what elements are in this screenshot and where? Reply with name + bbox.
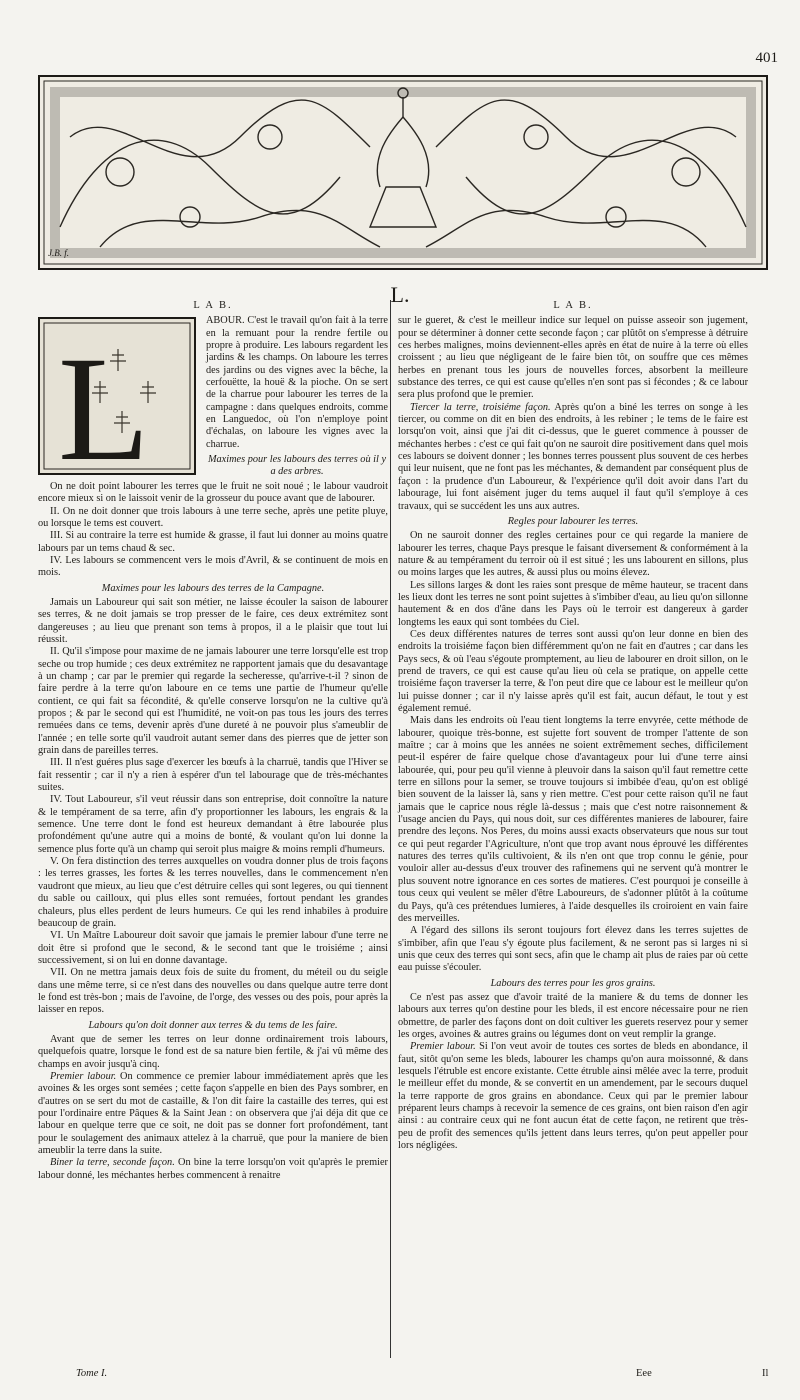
paragraph: Jamais un Laboureur qui sait son métier, ne laisse écouler la saison de labourer ses terres, & ne doit jamais se trop presser de le faire, ces deux extrémitez sont dangereuses ; au lieu que prenant son tems à propos, il a le plaisir que tout lui réussit. <box>38 596 388 645</box>
paragraph: Les sillons larges & dont les raies sont presque de même hauteur, se tracent dans les lieux dont les terres ne sont point sujettes à s'imbiber d'eau, au lieu qu'on sillonne hautement & en dos d'âne dans les Pays où le terroir est dangereux à garder longtems les eaux qui sont tombées du Ciel. <box>398 579 748 628</box>
dropcap-letter: L <box>58 326 150 474</box>
paragraph-text: On commence ce premier labour immédiatement après que les avoines & les orges sont semées ; cette façon s'appelle en bien des Pays sombrer, en d'autres on se sert du mot de castaille, & l'on dit faire la castaille des terres, qui est pour l'ordinaire entre Pâques & la Saint Jean : on observera que j'ai déja dit que ce labour en quelque terre que ce soit, ne doit pas se donner fort profondément, tant pour le soulagement des animaux attelez à la charruë, que pour la maniere de bien ameublir la terre dans la suite. <box>38 1070 388 1157</box>
engraver-signature: J.B. f. <box>48 248 69 258</box>
paragraph: IV. Tout Laboureur, s'il veut réussir dans son entreprise, doit connoître la nature & le tempérament de sa terre, afin d'y proportionner les labours, les engrais & la semence. Une terre dont le fond est heureux demandant à être labourée plus profondément qu'une autre qui a moins de bonté, & voulant qu'on lui donne la semence plus forte qu'à un champ qui seroit plus maigre & moins rempli d'humeurs. <box>38 794 388 855</box>
right-column <box>398 300 748 1152</box>
subheading: Labours qu'on doit donner aux terres & du tems de les faire. <box>88 1019 338 1031</box>
paragraph <box>398 402 748 513</box>
paragraph: IV. Les labours se commencent vers le mois d'Avril, & se continuent de mois en mois. <box>38 554 388 579</box>
decorated-initial-letter <box>38 317 196 475</box>
paragraph <box>398 1041 748 1152</box>
paragraph: On ne doit point labourer les terres que le fruit ne soit noué ; le labour vaudroit encore mieux si on le laissoit venir de la grosseur du pouce avant que de labourer. <box>38 480 388 505</box>
subheading: Labours des terres pour les gros grains. <box>490 977 656 989</box>
paragraph: III. Il n'est guéres plus sage d'exercer les bœufs à la charruë, tandis que l'Hiver se fait ressentir ; car il n'y a rien à espérer d'un tel labourage que de très-méchantes suites. <box>38 757 388 794</box>
paragraph: VII. On ne mettra jamais deux fois de suite du froment, du méteil ou du seigle dans une même terre, si ce n'est dans des nouvelles ou dans quelque autre terre dont le fond est très-bon ; mais de l'avoine, de l'orge, des vesses ou des pois, pour après la laisser en repos. <box>38 967 388 1016</box>
paragraph: III. Si au contraire la terre est humide & grasse, il faut lui donner au moins quatre labours par un tems chaud & sec. <box>38 530 388 554</box>
floral-ornament-illustration <box>40 77 766 268</box>
paragraph: Mais dans les endroits où l'eau tient longtems la terre envyrée, cette méthode de labourer, quoique très-bonne, est sujette fort souvent de tromper l'attente de son maître ; car à moins que les années ne soient extrêmement seches, difficilement peut-il espérer de faire quelque chose d'avantageux pour lui d'une terre ainsi labourée, qui, pour peu qu'il vienne à pleuvoir dans la saison qu'il faut remettre cette terre en sillons pour la semer, se trouve toujours si imbibée d'eau, qu'on est obligé bien souvent de la laisser là, sans y rien mettre. C'est pour cette raison qu'il ne faut jamais que le caprice nous régle là-dessus ; mais que c'est notre raisonnement & l'usage ancien du Pays, qui nous doit, sur ces différentes manieres de labourer, faire prendre des leçons. Nos Peres, du moins aussi exacts observateurs que nous sur tout ce qui peut regarder l'Agriculture, n'ont que trop avant nous éprouvé les différentes natures des terres qu'ils cultivoient, & ils n'en ont que trop connu le génie, pour vouloir aller au-dessus d'eux trouver des rafinemens qui ne servent qu'à montrer le plus souvent notre ignorance en ces sortes de matieres. C'est pourquoi je conseille à tous ceux qui veulent se mêler d'être Laboureurs, de s'adonner plûtôt à la coûtume du Pays, qu'à ces prétendues lumieres, à l'aide desquelles ils croiroient en vain faire des merveilles. <box>398 715 748 924</box>
running-header-left: L A B. <box>193 300 233 311</box>
subheading: Maximes pour les labours des terres de la Campagne. <box>101 582 325 594</box>
column-divider <box>390 300 391 1358</box>
subheading: Regles pour labourer les terres. <box>507 515 639 527</box>
run-in-heading: Biner la terre, seconde façon. <box>50 1157 175 1169</box>
catchword: Il <box>762 1368 769 1379</box>
section-letter: L. <box>390 282 410 307</box>
run-in-heading: Premier labour. <box>50 1070 117 1082</box>
paragraph: Ces deux différentes natures de terres sont aussi qu'on leur donne en bien des endroits la troisiéme façon bien différemment qu'on ne fait en d'autres ; car dans les Pays secs, & où l'eau s'égoute promptement, au lieu de labourer en droit sillon, on le prend de travers, ce qui est cause qu'au lieu où cela se pratique, on appelle cette troisiéme façon traverser la terre, & l'on peut dire que ce labour est le meilleur qu'on lui puisse donner ; car il n'y laisse après qu'il est fait, aucun défaut, le tout y est également remué. <box>398 628 748 714</box>
paragraph: sur le gueret, & c'est le meilleur indice sur lequel on puisse asseoir son jugement, pour se déterminer à donner cette seconde façon ; car plûtôt on s'empresse à détruire ces herbes malignes, moins deviennent-elles après en état de nuire à la terre où elles croissent ; au lieu que négligeant de le faire bien tôt, on souffre que ces mêmes herbes en prenant tous les jours de nouvelles forces, absorbent la meilleure substance des terres, ce qui est cause qu'elles n'en sont pas si fécondes ; & ce labour sera plus profond que le premier. <box>398 315 748 401</box>
paragraph: V. On fera distinction des terres auxquelles on voudra donner plus de trois façons : les terres grasses, les fortes & les terres nouvelles, dans le commencement n'en vaudront que mieux, au lieu que c'est détruire celles qui sont legeres, ou qui tiennent du sable ou cailloux, qui plus elles sont remuées, fortout pendant les grandes chaleurs, plus elles perdent de leurs humeurs. Ce qui les rend inhabiles à produire beaucoup de grain. <box>38 856 388 929</box>
paragraph <box>38 1157 388 1182</box>
paragraph: II. On ne doit donner que trois labours à une terre seche, après une petite pluye, ou lorsque le tems est couvert. <box>38 505 388 529</box>
ornamental-header-banner <box>38 75 768 270</box>
paragraph: VI. Un Maître Laboureur doit savoir que jamais le premier labour d'une terre ne doit être si profond que le second, & le second tant que le troisiéme ; ainsi successivement, si on lui en donne davantage. <box>38 930 388 966</box>
paragraph: II. Qu'il s'impose pour maxime de ne jamais labourer une terre lorsqu'elle est trop seche ou trop humide ; ces deux extrémitez ne rapportent jamais que du desavantage à un champ ; car par le premier qui regarde la secheresse, qu'arrive-t-il ? sinon de faire perdre à la terre qu'on laboure en ce tems une partie de l'humeur qu'elle contient, ce qui fait sa fécondité, & qu'elle conserve lorsqu'on ne la cultive qu'à propos ; & par le second qui est l'humidité, ne voit-on pas tous les jours des terres remuées dans ce tems, devenir après d'une dureté à ne pouvoir plus s'ameublir de l'année ; en telle sorte qu'il vaudroit autant semer dans des pierres que de jetter son grain dans de pareilles terres. <box>38 646 388 757</box>
page-number: 401 <box>755 50 778 66</box>
run-in-heading: Tiercer la terre, troisiéme façon. <box>410 401 551 413</box>
paragraph-text: Après qu'on a biné les terres on songe à les tiercer, ou comme on dit en bien des endroits, à les rebiner ; le tems de le faire est lorsqu'on voit, ainsi que j'ai dit ci-dessus, que le gueret commence à pousser de méchantes herbes : c'est ce qui fait qu'on ne sauroit dire positivement dans quel mois ces labours se doivent donner ; les bonnes terres poussent plus souvent de ces herbes qui leur nuisent, que ne font pas les méchantes, & demandent par conséquent plus de façon : la prudence d'un Laboureur, & l'expérience qu'il doit avoir dans l'art du labourage, lui font aisément juger du tems auquel il faut qu'il s'employe à ces travaux, qui se succédent les uns aux autres. <box>398 401 748 512</box>
left-column <box>38 300 388 1182</box>
running-header-right: L A B. <box>553 300 593 311</box>
paragraph: A l'égard des sillons ils seront toujours fort élevez dans les terres sujettes de s'imbiber, afin que l'eau s'y égoute plus facilement, & ne seront pas si larges ni si unis que ceux des terres qui sont secs, afin que le champ ait plus de raies par où cette eau puisse s'écouler. <box>398 925 748 974</box>
paragraph: On ne sauroit donner des regles certaines pour ce qui regarde la maniere de labourer les terres, chaque Pays presque le faisant diversement & conformément à la nature & au tempérament du terroir où il est situé ; les uns labourent en sillons, plus ou moins larges que les autres, & aussi plus ou moins élevez. <box>398 530 748 579</box>
paragraph: Ce n'est pas assez que d'avoir traité de la maniere & du tems de donner les labours aux terres qu'on destine pour les bleds, il est encore nécessaire pour ne rien obmettre, de parler des façons dont on doit cultiver les guerets reservez pour y semer les orges, avoines & autres grains ou légumes dont on veut remplir la grange. <box>398 991 748 1040</box>
volume-label: Tome I. <box>76 1368 108 1379</box>
paragraph-text: Si l'on veut avoir de toutes ces sortes de bleds en abondance, il faut, sitôt qu'on seme les bleds, labourer les champs qu'on aura moissonné, & dans lesquels l'étruble est encore existante. Cette étruble ainsi mêlée avec la terre, produit le meilleur effet du monde, & se convertit en un amendement, par le secours duquel la terre rapporte de gros grains en abondance. Ceux qui par le premier labour préparent leurs champs à recevoir la semence de ces grains, ont bien raison d'en agir ainsi : au contraire ceux qui ne font aucun état de cette façon, ne retirent que très-peu de profit des semences qu'ils jettent dans leurs terres, qu'on peut appeller pour lors négligées. <box>398 1041 748 1152</box>
run-in-heading: Premier labour. <box>410 1041 476 1053</box>
paragraph-text: On bine la terre lorsqu'on voit qu'après le premier labour donné, les méchantes herbes commencent à renaitre <box>38 1157 388 1181</box>
paragraph: Avant que de semer les terres on leur donne ordinairement trois labours, quelquefois quatre, lorsque le fond est de sa nature bien fertile, & j'ai vû même des champs en avoir jusqu'à cinq. <box>38 1033 388 1070</box>
signature-mark: Eee <box>636 1368 652 1379</box>
paragraph <box>38 1071 388 1157</box>
intro-paragraph: ABOUR. C'est le travail qu'on fait à la terre en la remuant pour la rendre fertile ou propre à produire. Les labours regardent les jardins & les champs. On laboure les terres des jardins ou des vignes avec la bêche, la cerfouëtte, la houë & la pioche. On se sert de la charrue pour labourer les terres de la campagne : dans quelques endroits, comme en Languedoc, où l'on n'employe point d'échalas, on laboure les vignes avec la charrue. <box>206 315 388 450</box>
subheading: Maximes pour les labours des terres où il y a des arbres. <box>207 454 387 478</box>
